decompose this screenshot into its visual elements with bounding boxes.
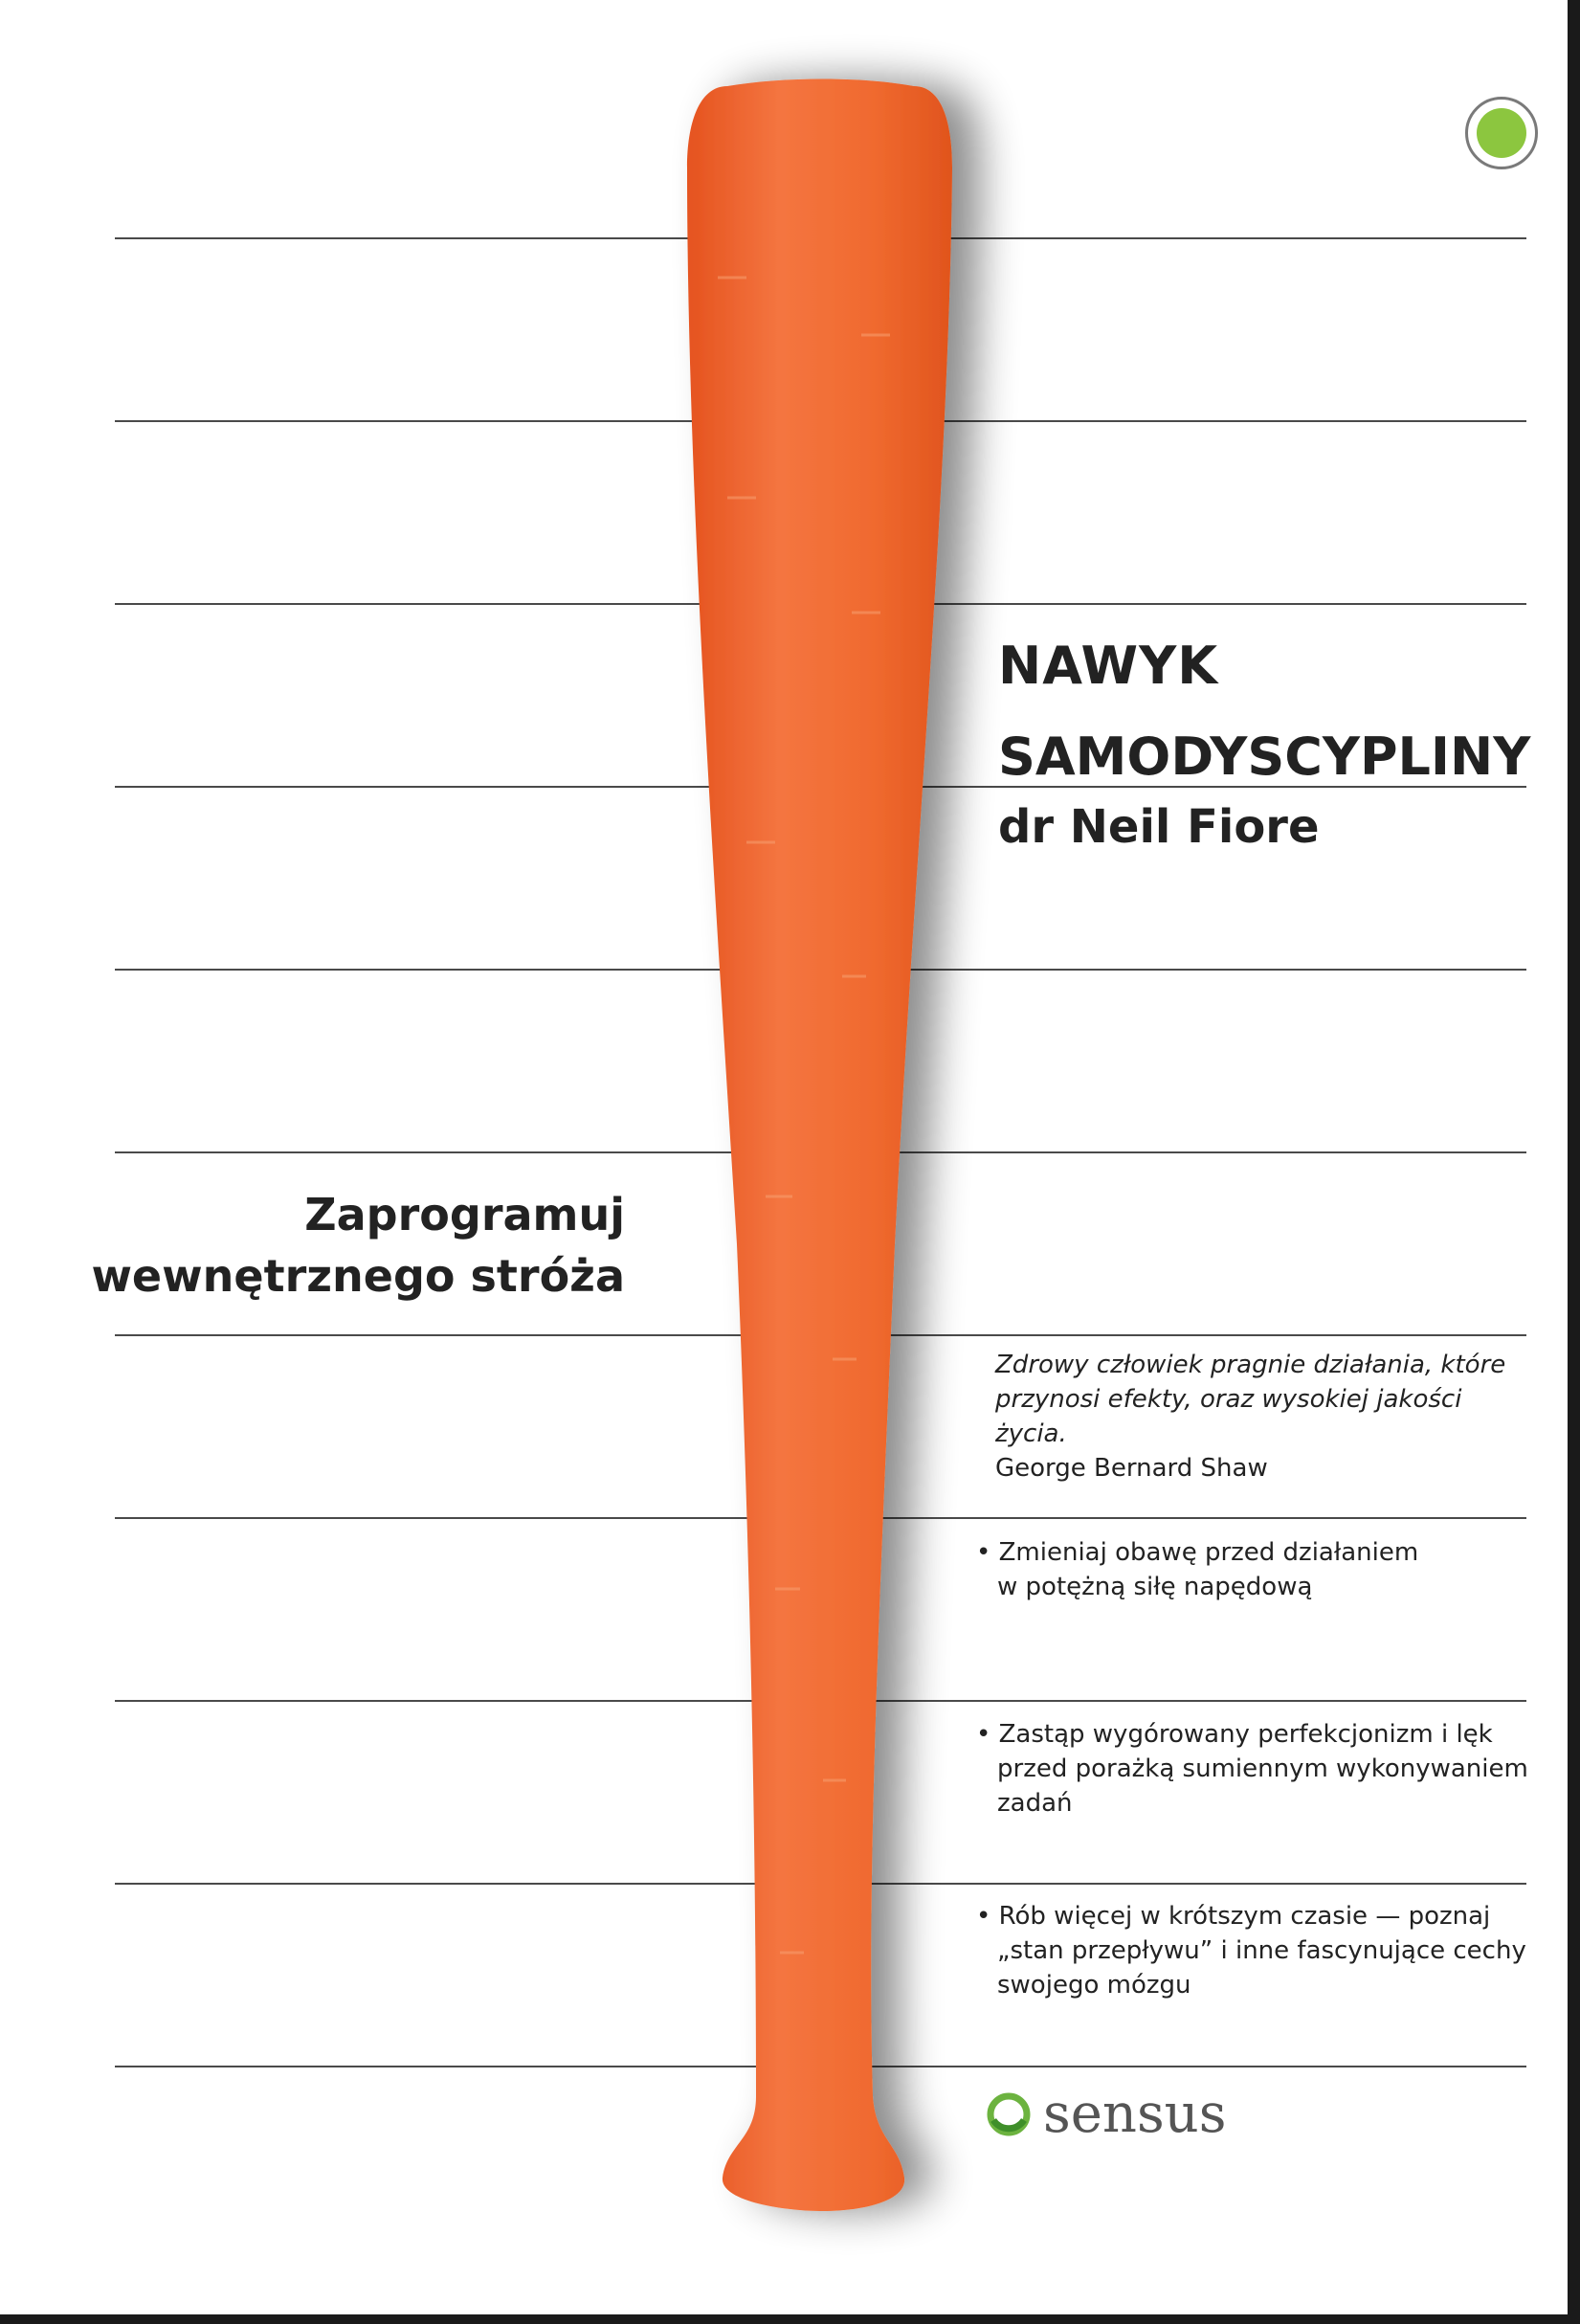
- bullet-line: swojego mózgu: [997, 1971, 1191, 2000]
- title-line-1: NAWYK: [998, 636, 1219, 696]
- bullet-line: zadań: [997, 1789, 1073, 1818]
- bullet-line: przed porażką sumiennym wykonywaniem: [997, 1754, 1528, 1783]
- title-line-2: SAMODYSCYPLINY: [998, 726, 1531, 787]
- bullet-line: • Rób więcej w krótszym czasie — poznaj: [976, 1902, 1491, 1931]
- quote-source: George Bernard Shaw: [995, 1454, 1268, 1483]
- quote-line-1: Zdrowy człowiek pragnie działania, które: [995, 1351, 1506, 1379]
- green-dot-icon: [1465, 97, 1538, 169]
- subtitle-line-1: Zaprogramuj: [304, 1189, 625, 1240]
- publisher-logo: [986, 2083, 1227, 2145]
- publisher-name: sensus: [1043, 2083, 1227, 2145]
- bullet-line: • Zastąp wygórowany perfekcjonizm i lęk: [976, 1720, 1493, 1749]
- bullet-line: • Zmieniaj obawę przed działaniem: [976, 1538, 1419, 1567]
- author-name: dr Neil Fiore: [998, 800, 1320, 854]
- quote-line-2: przynosi efekty, oraz wysokiej jakości życia.: [995, 1385, 1462, 1448]
- bullet-line: w potężną siłę napędową: [997, 1573, 1313, 1601]
- book-title: [998, 620, 1530, 802]
- subtitle: [0, 1184, 625, 1307]
- bullet-line: „stan przepływu” i inne fascynujące cechy: [997, 1936, 1526, 1965]
- sensus-logo-icon: [986, 2091, 1032, 2137]
- bullet-item: [976, 1535, 1552, 1604]
- subtitle-line-2: wewnętrznego stróża: [91, 1250, 625, 1302]
- epigraph-quote: [995, 1348, 1531, 1486]
- bullet-item: [976, 1717, 1552, 1821]
- bullet-item: [976, 1899, 1552, 2002]
